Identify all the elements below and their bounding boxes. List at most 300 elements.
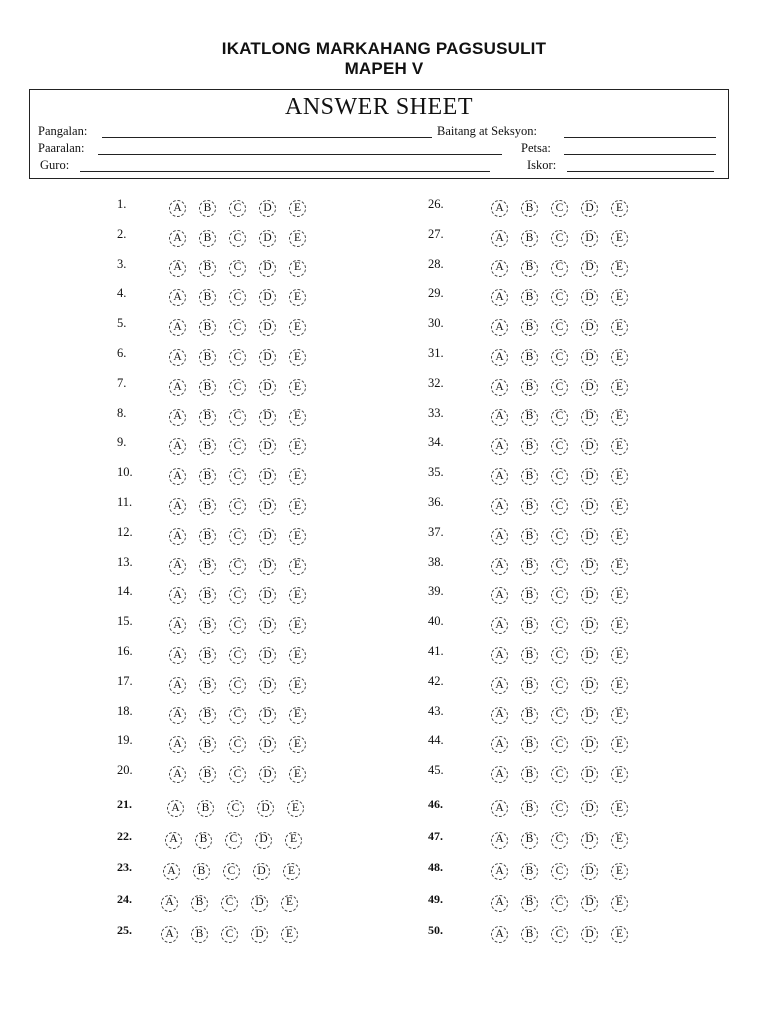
answer-bubble-b[interactable]: B bbox=[521, 468, 538, 485]
answer-row bbox=[0, 256, 624, 281]
answer-bubble-b[interactable]: B bbox=[521, 736, 538, 753]
answer-bubble-e[interactable]: E bbox=[611, 409, 628, 426]
answer-bubble-e[interactable]: E bbox=[289, 349, 306, 366]
answer-bubble-c[interactable]: C bbox=[229, 736, 246, 753]
iskor-field[interactable] bbox=[567, 171, 714, 172]
answer-bubble-e[interactable]: E bbox=[281, 926, 298, 943]
answer-bubble-a[interactable]: A bbox=[491, 736, 508, 753]
answer-bubble-c[interactable]: C bbox=[229, 230, 246, 247]
answer-bubble-c[interactable]: C bbox=[229, 766, 246, 783]
answer-bubble-b[interactable]: B bbox=[521, 863, 538, 880]
answer-bubble-e[interactable]: E bbox=[289, 736, 306, 753]
answer-bubble-e[interactable]: E bbox=[611, 926, 628, 943]
answer-bubble-a[interactable]: A bbox=[491, 707, 508, 724]
answer-bubble-b[interactable]: B bbox=[199, 319, 216, 336]
answer-bubble-b[interactable]: B bbox=[195, 832, 212, 849]
answer-bubble-a[interactable]: A bbox=[491, 677, 508, 694]
answer-bubble-c[interactable]: C bbox=[551, 800, 568, 817]
answer-bubble-e[interactable]: E bbox=[611, 498, 628, 515]
answer-bubble-e[interactable]: E bbox=[285, 832, 302, 849]
answer-bubble-c[interactable]: C bbox=[229, 319, 246, 336]
answer-bubble-b[interactable]: B bbox=[521, 926, 538, 943]
answer-bubble-c[interactable]: C bbox=[551, 438, 568, 455]
answer-bubble-c[interactable]: C bbox=[551, 832, 568, 849]
answer-bubble-d[interactable]: D bbox=[581, 617, 598, 634]
answer-bubble-c[interactable]: C bbox=[551, 558, 568, 575]
answer-bubble-c[interactable]: C bbox=[551, 260, 568, 277]
answer-bubble-e[interactable]: E bbox=[289, 558, 306, 575]
answer-bubble-b[interactable]: B bbox=[199, 677, 216, 694]
answer-bubble-c[interactable]: C bbox=[551, 766, 568, 783]
question-number: 22. bbox=[117, 828, 132, 843]
answer-bubble-e[interactable]: E bbox=[611, 647, 628, 664]
answer-bubble-d[interactable]: D bbox=[251, 895, 268, 912]
answer-bubble-a[interactable]: A bbox=[169, 587, 186, 604]
answer-bubble-a[interactable]: A bbox=[491, 468, 508, 485]
answer-bubble-e[interactable]: E bbox=[611, 289, 628, 306]
question-number: 23. bbox=[117, 860, 132, 874]
answer-bubble-d[interactable]: D bbox=[259, 409, 276, 426]
answer-bubble-d[interactable]: D bbox=[581, 289, 598, 306]
question-number: 26. bbox=[428, 197, 444, 211]
answer-bubble-e[interactable]: E bbox=[611, 707, 628, 724]
answer-bubble-e[interactable]: E bbox=[611, 379, 628, 396]
answer-bubble-e[interactable]: E bbox=[611, 528, 628, 545]
answer-bubble-b[interactable]: B bbox=[521, 800, 538, 817]
answer-bubble-a[interactable]: A bbox=[491, 379, 508, 396]
answer-bubble-b[interactable]: B bbox=[199, 617, 216, 634]
answer-bubble-c[interactable]: C bbox=[229, 200, 246, 217]
answer-bubble-b[interactable]: B bbox=[199, 468, 216, 485]
answer-bubble-c[interactable]: C bbox=[221, 926, 238, 943]
answer-bubble-a[interactable]: A bbox=[169, 438, 186, 455]
answer-bubble-a[interactable]: A bbox=[169, 409, 186, 426]
question-number: 10. bbox=[117, 465, 133, 480]
baitang-field[interactable] bbox=[564, 137, 716, 138]
answer-bubble-c[interactable]: C bbox=[229, 617, 246, 634]
answer-bubble-a[interactable]: A bbox=[169, 289, 186, 306]
answer-bubble-a[interactable]: A bbox=[491, 200, 508, 217]
answer-bubble-e[interactable]: E bbox=[611, 863, 628, 880]
answer-bubble-b[interactable]: B bbox=[521, 895, 538, 912]
student-info-box bbox=[29, 89, 729, 179]
question-number: 43. bbox=[428, 703, 444, 718]
answer-bubble-e[interactable]: E bbox=[611, 438, 628, 455]
answer-bubble-a[interactable]: A bbox=[169, 260, 186, 277]
answer-bubble-d[interactable]: D bbox=[253, 863, 270, 880]
answer-bubble-d[interactable]: D bbox=[259, 617, 276, 634]
answer-bubble-b[interactable]: B bbox=[521, 647, 538, 664]
answer-bubble-b[interactable]: B bbox=[521, 766, 538, 783]
answer-bubble-d[interactable]: D bbox=[259, 230, 276, 247]
answer-bubble-b[interactable]: B bbox=[521, 289, 538, 306]
answer-bubble-c[interactable]: C bbox=[551, 863, 568, 880]
answer-bubble-a[interactable]: A bbox=[167, 800, 184, 817]
pangalan-field[interactable] bbox=[102, 137, 432, 138]
answer-bubble-a[interactable]: A bbox=[161, 895, 178, 912]
answer-bubble-b[interactable]: B bbox=[521, 498, 538, 515]
answer-bubble-e[interactable]: E bbox=[289, 647, 306, 664]
question-number: 2. bbox=[117, 226, 127, 241]
question-number: 36. bbox=[428, 495, 444, 509]
question-number: 45. bbox=[428, 763, 444, 778]
answer-bubble-b[interactable]: B bbox=[521, 230, 538, 247]
answer-bubble-a[interactable]: A bbox=[491, 895, 508, 912]
answer-bubble-e[interactable]: E bbox=[611, 587, 628, 604]
answer-bubble-d[interactable]: D bbox=[259, 528, 276, 545]
answer-bubble-b[interactable]: B bbox=[521, 677, 538, 694]
answer-bubble-b[interactable]: B bbox=[521, 200, 538, 217]
question-number: 34. bbox=[428, 435, 444, 450]
answer-bubble-d[interactable]: D bbox=[581, 230, 598, 247]
answer-bubble-b[interactable]: B bbox=[199, 558, 216, 575]
answer-bubble-a[interactable]: A bbox=[491, 766, 508, 783]
answer-bubble-c[interactable]: C bbox=[221, 895, 238, 912]
answer-row bbox=[0, 495, 624, 519]
answer-bubble-d[interactable]: D bbox=[259, 498, 276, 515]
answer-bubble-e[interactable]: E bbox=[289, 587, 306, 604]
answer-bubble-e[interactable]: E bbox=[289, 617, 306, 634]
answer-bubble-d[interactable]: D bbox=[259, 349, 276, 366]
answer-bubble-a[interactable]: A bbox=[169, 528, 186, 545]
answer-bubble-d[interactable]: D bbox=[581, 349, 598, 366]
answer-bubble-a[interactable]: A bbox=[491, 289, 508, 306]
answer-bubble-d[interactable]: D bbox=[581, 587, 598, 604]
answer-bubble-c[interactable]: C bbox=[551, 895, 568, 912]
answer-bubble-a[interactable]: A bbox=[491, 319, 508, 336]
answer-bubble-a[interactable]: A bbox=[491, 832, 508, 849]
answer-bubble-c[interactable]: C bbox=[229, 707, 246, 724]
question-number: 5. bbox=[117, 316, 127, 331]
answer-bubble-e[interactable]: E bbox=[289, 677, 306, 694]
answer-bubble-d[interactable]: D bbox=[259, 766, 276, 783]
answer-bubble-d[interactable]: D bbox=[581, 832, 598, 849]
answer-bubble-d[interactable]: D bbox=[259, 647, 276, 664]
answer-bubble-d[interactable]: D bbox=[259, 558, 276, 575]
answer-bubble-b[interactable]: B bbox=[521, 707, 538, 724]
answer-bubble-b[interactable]: B bbox=[199, 587, 216, 604]
answer-bubble-a[interactable]: A bbox=[491, 349, 508, 366]
answer-bubble-a[interactable]: A bbox=[169, 766, 186, 783]
answer-bubble-e[interactable]: E bbox=[611, 736, 628, 753]
question-number: 37. bbox=[428, 524, 444, 539]
answer-bubble-a[interactable]: A bbox=[169, 319, 186, 336]
answer-bubble-d[interactable]: D bbox=[581, 409, 598, 426]
pangalan-label: Pangalan: bbox=[38, 124, 88, 138]
answer-bubble-b[interactable]: B bbox=[521, 379, 538, 396]
answer-bubble-e[interactable]: E bbox=[611, 832, 628, 849]
answer-bubble-b[interactable]: B bbox=[199, 707, 216, 724]
answer-bubble-b[interactable]: B bbox=[521, 587, 538, 604]
answer-bubble-b[interactable]: B bbox=[199, 528, 216, 545]
answer-bubble-e[interactable]: E bbox=[289, 230, 306, 247]
answer-bubble-e[interactable]: E bbox=[611, 766, 628, 783]
question-number: 16. bbox=[117, 644, 133, 658]
answer-bubble-c[interactable]: C bbox=[229, 587, 246, 604]
answer-row bbox=[0, 584, 624, 608]
answer-bubble-a[interactable]: A bbox=[491, 558, 508, 575]
answer-bubble-a[interactable]: A bbox=[169, 379, 186, 396]
answer-bubble-b[interactable]: B bbox=[521, 528, 538, 545]
answer-bubble-d[interactable]: D bbox=[581, 926, 598, 943]
answer-bubble-b[interactable]: B bbox=[191, 926, 208, 943]
question-number: 3. bbox=[117, 256, 127, 271]
answer-bubble-c[interactable]: C bbox=[551, 587, 568, 604]
answer-bubble-a[interactable]: A bbox=[169, 200, 186, 217]
paaralan-field[interactable] bbox=[98, 154, 502, 155]
answer-bubble-a[interactable]: A bbox=[169, 230, 186, 247]
answer-bubble-d[interactable]: D bbox=[251, 926, 268, 943]
answer-bubble-d[interactable]: D bbox=[581, 895, 598, 912]
answer-bubble-b[interactable]: B bbox=[199, 647, 216, 664]
answer-bubble-d[interactable]: D bbox=[581, 319, 598, 336]
question-number: 46. bbox=[428, 797, 443, 811]
answer-bubble-d[interactable]: D bbox=[259, 379, 276, 396]
answer-bubble-e[interactable]: E bbox=[289, 319, 306, 336]
answer-bubble-c[interactable]: C bbox=[551, 926, 568, 943]
answer-bubble-a[interactable]: A bbox=[491, 230, 508, 247]
answer-bubble-c[interactable]: C bbox=[229, 498, 246, 515]
answer-bubble-c[interactable]: C bbox=[551, 319, 568, 336]
answer-bubble-e[interactable]: E bbox=[611, 230, 628, 247]
answer-bubble-c[interactable]: C bbox=[551, 617, 568, 634]
answer-bubble-e[interactable]: E bbox=[611, 617, 628, 634]
answer-bubble-c[interactable]: C bbox=[551, 677, 568, 694]
answer-bubble-b[interactable]: B bbox=[521, 260, 538, 277]
answer-bubble-b[interactable]: B bbox=[193, 863, 210, 880]
answer-bubble-b[interactable]: B bbox=[199, 409, 216, 426]
answer-bubble-b[interactable]: B bbox=[199, 498, 216, 515]
answer-bubble-c[interactable]: C bbox=[229, 647, 246, 664]
answer-bubble-a[interactable]: A bbox=[169, 498, 186, 515]
answer-bubble-a[interactable]: A bbox=[161, 926, 178, 943]
answer-row bbox=[0, 763, 624, 787]
answer-bubble-e[interactable]: E bbox=[611, 260, 628, 277]
question-number: 29. bbox=[428, 286, 444, 301]
answer-bubble-d[interactable]: D bbox=[259, 438, 276, 455]
answer-bubble-a[interactable]: A bbox=[169, 468, 186, 485]
answer-bubble-e[interactable]: E bbox=[611, 677, 628, 694]
answer-bubble-c[interactable]: C bbox=[551, 379, 568, 396]
answer-bubble-e[interactable]: E bbox=[289, 438, 306, 455]
answer-bubble-b[interactable]: B bbox=[521, 438, 538, 455]
answer-bubble-e[interactable]: E bbox=[611, 468, 628, 485]
answer-bubble-a[interactable]: A bbox=[491, 587, 508, 604]
answer-bubble-e[interactable]: E bbox=[289, 498, 306, 515]
answer-bubble-c[interactable]: C bbox=[551, 409, 568, 426]
answer-bubble-b[interactable]: B bbox=[521, 832, 538, 849]
answer-bubble-a[interactable]: A bbox=[491, 498, 508, 515]
question-number: 19. bbox=[117, 733, 133, 748]
answer-bubble-d[interactable]: D bbox=[581, 200, 598, 217]
answer-bubble-e[interactable]: E bbox=[289, 766, 306, 783]
answer-bubble-a[interactable]: A bbox=[163, 863, 180, 880]
answer-bubble-c[interactable]: C bbox=[229, 528, 246, 545]
answer-bubble-c[interactable]: C bbox=[229, 349, 246, 366]
answer-bubble-c[interactable]: C bbox=[229, 379, 246, 396]
answer-bubble-c[interactable]: C bbox=[551, 498, 568, 515]
answer-bubble-d[interactable]: D bbox=[259, 289, 276, 306]
answer-bubble-d[interactable]: D bbox=[259, 319, 276, 336]
answer-bubble-d[interactable]: D bbox=[259, 200, 276, 217]
answer-bubble-c[interactable]: C bbox=[229, 558, 246, 575]
answer-bubble-e[interactable]: E bbox=[287, 800, 304, 817]
answer-bubble-d[interactable]: D bbox=[581, 863, 598, 880]
answer-bubble-b[interactable]: B bbox=[199, 349, 216, 366]
answer-bubble-b[interactable]: B bbox=[199, 379, 216, 396]
answer-bubble-a[interactable]: A bbox=[491, 863, 508, 880]
answer-bubble-d[interactable]: D bbox=[581, 736, 598, 753]
answer-bubble-b[interactable]: B bbox=[199, 260, 216, 277]
question-number: 44. bbox=[428, 733, 444, 748]
answer-bubble-a[interactable]: A bbox=[491, 438, 508, 455]
answer-bubble-a[interactable]: A bbox=[491, 409, 508, 426]
question-number: 50. bbox=[428, 923, 443, 937]
answer-bubble-d[interactable]: D bbox=[581, 438, 598, 455]
answer-bubble-b[interactable]: B bbox=[199, 200, 216, 217]
answer-bubble-e[interactable]: E bbox=[289, 707, 306, 724]
petsa-field[interactable] bbox=[564, 154, 716, 155]
answer-bubble-c[interactable]: C bbox=[227, 800, 244, 817]
answer-bubble-d[interactable]: D bbox=[255, 832, 272, 849]
answer-bubble-a[interactable]: A bbox=[169, 558, 186, 575]
answer-bubble-c[interactable]: C bbox=[229, 260, 246, 277]
answer-bubble-e[interactable]: E bbox=[289, 528, 306, 545]
answer-bubble-c[interactable]: C bbox=[229, 677, 246, 694]
answer-bubble-a[interactable]: A bbox=[491, 617, 508, 634]
answer-bubble-e[interactable]: E bbox=[611, 800, 628, 817]
answer-bubble-d[interactable]: D bbox=[581, 800, 598, 817]
answer-bubble-c[interactable]: C bbox=[229, 289, 246, 306]
answer-bubble-d[interactable]: D bbox=[581, 707, 598, 724]
subject-title: MAPEH V bbox=[344, 59, 424, 78]
answer-bubble-a[interactable]: A bbox=[491, 800, 508, 817]
answer-bubble-b[interactable]: B bbox=[197, 800, 214, 817]
answer-bubble-d[interactable]: D bbox=[581, 498, 598, 515]
answer-bubble-d[interactable]: D bbox=[581, 647, 598, 664]
answer-bubble-e[interactable]: E bbox=[289, 409, 306, 426]
answer-bubble-c[interactable]: C bbox=[551, 468, 568, 485]
answer-bubble-e[interactable]: E bbox=[289, 260, 306, 277]
answer-bubble-d[interactable]: D bbox=[581, 260, 598, 277]
answer-bubble-d[interactable]: D bbox=[259, 707, 276, 724]
question-number: 15. bbox=[117, 614, 133, 629]
answer-bubble-e[interactable]: E bbox=[611, 200, 628, 217]
answer-bubble-d[interactable]: D bbox=[581, 558, 598, 575]
guro-label: Guro: bbox=[40, 158, 70, 172]
question-number: 20. bbox=[117, 763, 133, 778]
question-number: 38. bbox=[428, 554, 444, 569]
answer-bubble-d[interactable]: D bbox=[259, 587, 276, 604]
answer-bubble-a[interactable]: A bbox=[491, 260, 508, 277]
answer-bubble-e[interactable]: E bbox=[289, 468, 306, 485]
answer-bubble-b[interactable]: B bbox=[199, 230, 216, 247]
question-number: 31. bbox=[428, 346, 444, 360]
answer-bubble-b[interactable]: B bbox=[199, 438, 216, 455]
question-number: 8. bbox=[117, 405, 127, 420]
answer-bubble-c[interactable]: C bbox=[225, 832, 242, 849]
answer-bubble-e[interactable]: E bbox=[611, 319, 628, 336]
question-number: 39. bbox=[428, 584, 444, 599]
answer-bubble-b[interactable]: B bbox=[199, 766, 216, 783]
answer-row bbox=[0, 828, 624, 853]
answer-bubble-c[interactable]: C bbox=[551, 230, 568, 247]
answer-bubble-e[interactable]: E bbox=[283, 863, 300, 880]
question-number: 1. bbox=[117, 197, 127, 211]
question-number: 27. bbox=[428, 226, 444, 241]
answer-bubble-a[interactable]: A bbox=[169, 677, 186, 694]
answer-bubble-d[interactable]: D bbox=[259, 736, 276, 753]
answer-bubble-c[interactable]: C bbox=[229, 409, 246, 426]
answer-bubble-d[interactable]: D bbox=[581, 379, 598, 396]
answer-bubble-c[interactable]: C bbox=[229, 468, 246, 485]
answer-bubble-c[interactable]: C bbox=[551, 647, 568, 664]
answer-bubble-d[interactable]: D bbox=[581, 677, 598, 694]
answer-bubble-e[interactable]: E bbox=[611, 349, 628, 366]
question-number: 6. bbox=[117, 346, 127, 360]
answer-bubble-b[interactable]: B bbox=[521, 409, 538, 426]
answer-bubble-e[interactable]: E bbox=[289, 200, 306, 217]
answer-bubble-c[interactable]: C bbox=[551, 707, 568, 724]
answer-row bbox=[0, 405, 624, 430]
answer-bubble-c[interactable]: C bbox=[551, 349, 568, 366]
answer-bubble-e[interactable]: E bbox=[611, 895, 628, 912]
answer-bubble-e[interactable]: E bbox=[289, 289, 306, 306]
answer-bubble-e[interactable]: E bbox=[611, 558, 628, 575]
answer-bubble-d[interactable]: D bbox=[257, 800, 274, 817]
answer-bubble-c[interactable]: C bbox=[551, 289, 568, 306]
question-number: 48. bbox=[428, 860, 443, 874]
answer-bubble-d[interactable]: D bbox=[259, 677, 276, 694]
answer-bubble-a[interactable]: A bbox=[169, 736, 186, 753]
answer-bubble-a[interactable]: A bbox=[169, 617, 186, 634]
answer-row bbox=[0, 346, 624, 370]
answer-bubble-b[interactable]: B bbox=[199, 289, 216, 306]
answer-bubble-b[interactable]: B bbox=[199, 736, 216, 753]
answer-bubble-a[interactable]: A bbox=[165, 832, 182, 849]
answer-bubble-b[interactable]: B bbox=[191, 895, 208, 912]
question-number: 41. bbox=[428, 644, 444, 658]
baitang-label: Baitang at Seksyon: bbox=[437, 124, 537, 138]
answer-bubble-a[interactable]: A bbox=[491, 647, 508, 664]
answer-bubble-d[interactable]: D bbox=[581, 468, 598, 485]
answer-bubble-d[interactable]: D bbox=[259, 468, 276, 485]
answer-bubble-b[interactable]: B bbox=[521, 349, 538, 366]
answer-bubble-d[interactable]: D bbox=[259, 260, 276, 277]
answer-bubble-d[interactable]: D bbox=[581, 766, 598, 783]
question-number: 4. bbox=[117, 286, 127, 301]
exam-title: IKATLONG MARKAHANG PAGSUSULIT bbox=[221, 39, 547, 58]
answer-bubble-a[interactable]: A bbox=[491, 926, 508, 943]
answer-bubble-e[interactable]: E bbox=[289, 379, 306, 396]
answer-bubble-d[interactable]: D bbox=[581, 528, 598, 545]
answer-bubble-a[interactable]: A bbox=[491, 528, 508, 545]
answer-bubble-a[interactable]: A bbox=[169, 647, 186, 664]
answer-bubble-e[interactable]: E bbox=[281, 895, 298, 912]
answer-bubble-c[interactable]: C bbox=[551, 736, 568, 753]
answer-row bbox=[0, 673, 624, 698]
answer-bubble-c[interactable]: C bbox=[229, 438, 246, 455]
answer-bubble-a[interactable]: A bbox=[169, 349, 186, 366]
answer-bubble-c[interactable]: C bbox=[551, 200, 568, 217]
answer-bubble-c[interactable]: C bbox=[551, 528, 568, 545]
answer-bubble-c[interactable]: C bbox=[223, 863, 240, 880]
answer-bubble-b[interactable]: B bbox=[521, 617, 538, 634]
answer-bubble-a[interactable]: A bbox=[169, 707, 186, 724]
answer-bubble-b[interactable]: B bbox=[521, 319, 538, 336]
answer-bubble-b[interactable]: B bbox=[521, 558, 538, 575]
guro-field[interactable] bbox=[80, 171, 490, 172]
